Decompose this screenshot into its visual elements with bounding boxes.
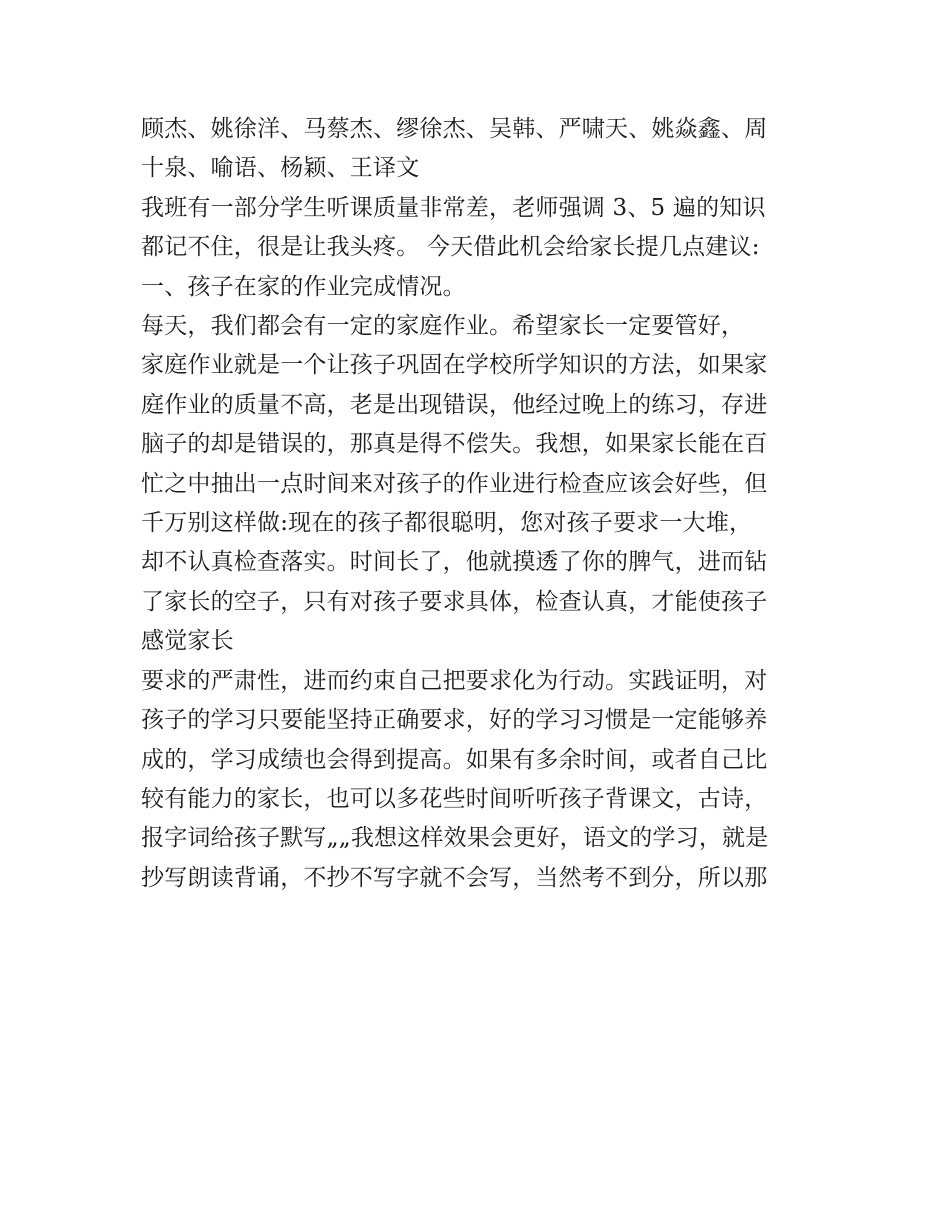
text-line-16: 孩子的学习只要能坚持正确要求，好的学习习惯是一定能够养 (141, 707, 768, 734)
text-line-13: 了家长的空子，只有对孩子要求具体，检查认真，才能使孩子 (141, 588, 768, 615)
text-line-18: 较有能力的家长，也可以多花些时间听听孩子背课文，古诗， (141, 785, 768, 812)
text-line-8: 庭作业的质量不高，老是出现错误，他经过晚上的练习，存进 (141, 391, 768, 418)
text-line-10: 忙之中抽出一点时间来对孩子的作业进行检查应该会好些，但 (141, 470, 768, 497)
text-line-3: 我班有一部分学生听课质量非常差，老师强调 3、5 遍的知识 (141, 194, 766, 221)
text-line-20: 抄写朗读背诵，不抄不写字就不会写，当然考不到分，所以那 (141, 864, 768, 891)
text-line-19: 报字词给孩子默写„„我想这样效果会更好，语文的学习，就是 (141, 825, 769, 852)
text-line-11: 千万别这样做:现在的孩子都很聪明，您对孩子要求一大堆， (141, 510, 753, 537)
text-line-6: 每天，我们都会有一定的家庭作业。希望家长一定要管好， (141, 313, 745, 340)
text-line-2: 十泉、喻语、杨颖、王译文 (141, 155, 420, 182)
text-line-14: 感觉家长 (141, 628, 234, 655)
text-line-4: 都记不住，很是让我头疼。 今天借此机会给家长提几点建议: (141, 234, 760, 261)
text-line-17: 成的，学习成绩也会得到提高。如果有多余时间，或者自己比 (141, 746, 768, 773)
text-line-7: 家庭作业就是一个让孩子巩固在学校所学知识的方法，如果家 (141, 352, 768, 379)
document-body (141, 110, 821, 898)
text-line-1: 顾杰、姚徐洋、马蔡杰、缪徐杰、吴韩、严啸天、姚焱鑫、周 (141, 116, 768, 142)
text-line-12: 却不认真检查落实。时间长了，他就摸透了你的脾气，进而钻 (141, 549, 768, 576)
text-line-9: 脑子的却是错误的，那真是得不偿失。我想，如果家长能在百 (141, 431, 768, 458)
text-line-15: 要求的严肃性，进而约束自己把要求化为行动。实践证明，对 (141, 667, 768, 694)
section-heading: 一、孩子在家的作业完成情况。 (141, 273, 466, 300)
